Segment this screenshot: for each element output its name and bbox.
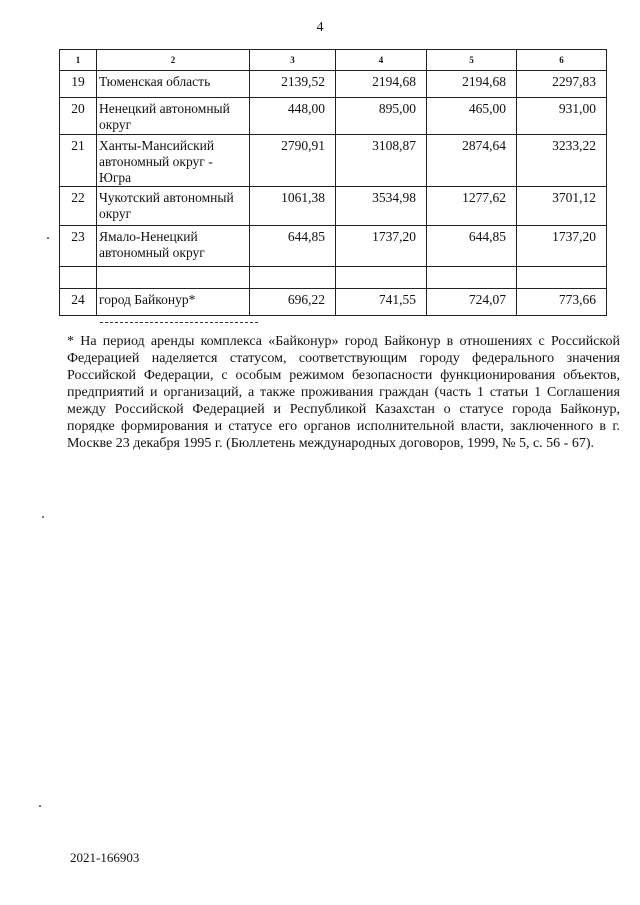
scan-speck: [39, 805, 41, 807]
scan-speck: [47, 237, 49, 239]
cell-value: 3108,87: [336, 135, 427, 187]
table-row: [60, 98, 607, 135]
cell-value: 2790,91: [250, 135, 336, 187]
cell-value: 1737,20: [517, 226, 607, 267]
cell-value: 644,85: [250, 226, 336, 267]
table-row: [60, 289, 607, 316]
cell-value: 644,85: [427, 226, 517, 267]
region-name: город Байконур*: [97, 289, 250, 316]
cell-value: 931,00: [517, 98, 607, 135]
table-row: [60, 187, 607, 226]
table-header-row: [60, 50, 607, 71]
cell-value: 3534,98: [336, 187, 427, 226]
cell-value: 3701,12: [517, 187, 607, 226]
footnote-separator: [100, 322, 258, 323]
cell-value: 3233,22: [517, 135, 607, 187]
column-header: 3: [250, 50, 336, 71]
cell-value: 1277,62: [427, 187, 517, 226]
row-number: 21: [60, 135, 97, 187]
empty-table-row: [60, 267, 607, 289]
region-name: Чукотский автономный округ: [97, 187, 250, 226]
table-row: [60, 135, 607, 187]
document-number: 2021-166903: [70, 850, 140, 865]
column-header: 5: [427, 50, 517, 71]
table-row: [60, 71, 607, 98]
cell-value: 465,00: [427, 98, 517, 135]
row-number: 24: [60, 289, 97, 316]
row-number: 20: [60, 98, 97, 135]
cell-value: 724,07: [427, 289, 517, 316]
cell-value: 773,66: [517, 289, 607, 316]
column-header: 1: [60, 50, 97, 71]
tariff-table: [59, 49, 607, 316]
footnote-text: * На период аренды комплекса «Байконур» город Байконур в отношениях с Российской Федерацией наделяется статусом, соответствующим городу федерального значения Российской Федерации, с особым режимом безопасности функционирования объектов, предприятий и организаций, а также проживания граждан (часть 1 статьи 1 Соглашения между Российской Федерацией и Республикой Казахстан о статусе города Байконур, порядке формирования и статусе его органов исполнительной власти, заключенного в г. Москве 23 декабря 1995 г. (Бюллетень международных договоров, 1999, № 5, с. 56 - 67).: [67, 334, 620, 451]
cell-value: 1737,20: [336, 226, 427, 267]
region-name: Ямало-Ненецкий автономный округ: [97, 226, 250, 267]
row-number: 22: [60, 187, 97, 226]
table-row: [60, 226, 607, 267]
cell-value: 2194,68: [336, 71, 427, 98]
cell-value: 448,00: [250, 98, 336, 135]
column-header: 2: [97, 50, 250, 71]
cell-value: 696,22: [250, 289, 336, 316]
cell-value: 2297,83: [517, 71, 607, 98]
cell-value: 741,55: [336, 289, 427, 316]
cell-value: 2874,64: [427, 135, 517, 187]
cell-value: 1061,38: [250, 187, 336, 226]
scan-speck: [42, 516, 44, 518]
region-name: Тюменская область: [97, 71, 250, 98]
region-name: Ненецкий автономный округ: [97, 98, 250, 135]
row-number: 23: [60, 226, 97, 267]
cell-value: 2194,68: [427, 71, 517, 98]
cell-value: 895,00: [336, 98, 427, 135]
row-number: 19: [60, 71, 97, 98]
page-number: 4: [316, 20, 324, 35]
cell-value: 2139,52: [250, 71, 336, 98]
region-name: Ханты-Мансийский автономный округ - Югра: [97, 135, 250, 187]
column-header: 4: [336, 50, 427, 71]
column-header: 6: [517, 50, 607, 71]
